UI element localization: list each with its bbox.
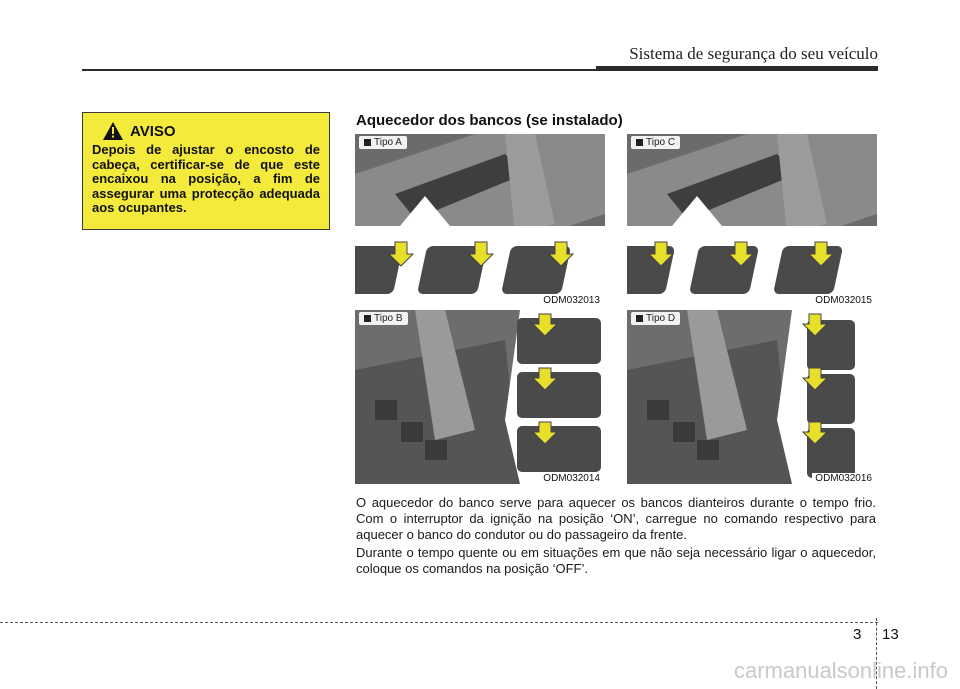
figure-tipo-a	[355, 134, 605, 308]
footer-rule	[0, 622, 878, 623]
figure-tipo-b	[355, 310, 605, 484]
section-title: Aquecedor dos bancos (se instalado)	[356, 112, 623, 129]
running-header: Sistema de segurança do seu veículo	[629, 44, 878, 63]
figure-code: ODM032013	[540, 295, 603, 306]
figure-label: Tipo D	[631, 312, 680, 325]
figure-code: ODM032016	[812, 473, 875, 484]
seat-heater-switch	[517, 426, 601, 472]
warning-triangle-icon	[102, 121, 124, 141]
warning-heading	[102, 121, 320, 141]
seat-heater-switch	[517, 318, 601, 364]
figure-code: ODM032015	[812, 295, 875, 306]
figure-tipo-c	[627, 134, 877, 308]
warning-box	[82, 112, 330, 230]
warning-text: Depois de ajustar o encosto de cabeça, certificar-se de que este encaixou na posição, a fim de assegurar uma protecção adequada aos ocupantes.	[92, 142, 320, 215]
console-illustration	[355, 310, 605, 484]
figure-tipo-d	[627, 310, 877, 484]
seat-heater-switch	[517, 372, 601, 418]
figure-label: Tipo A	[359, 136, 407, 149]
figure-code: ODM032014	[540, 473, 603, 484]
figure-label: Tipo C	[631, 136, 680, 149]
watermark: carmanualsonline.info	[733, 658, 948, 683]
console-illustration	[627, 134, 877, 308]
body-paragraph-2: Durante o tempo quente ou em situações em que não seja necessário ligar o aquecedor, coloque os comandos na posição ‘OFF’.	[356, 545, 876, 576]
seat-heater-switch	[689, 246, 759, 294]
figure-label: Tipo B	[359, 312, 408, 325]
console-illustration	[355, 134, 605, 308]
console-illustration	[627, 310, 877, 484]
header-rule-accent	[596, 66, 878, 71]
chapter-number: 3	[853, 626, 862, 643]
warning-title: AVISO	[130, 122, 176, 140]
page-number: 13	[882, 626, 899, 643]
body-paragraph-1: O aquecedor do banco serve para aquecer os bancos dianteiros durante o tempo frio. Com o interruptor da ignição na posição ‘ON’, carregue no comando respectivo para aquecer o banco do condutor ou do passageiro da frente.	[356, 495, 876, 542]
seat-heater-switch	[773, 246, 843, 294]
